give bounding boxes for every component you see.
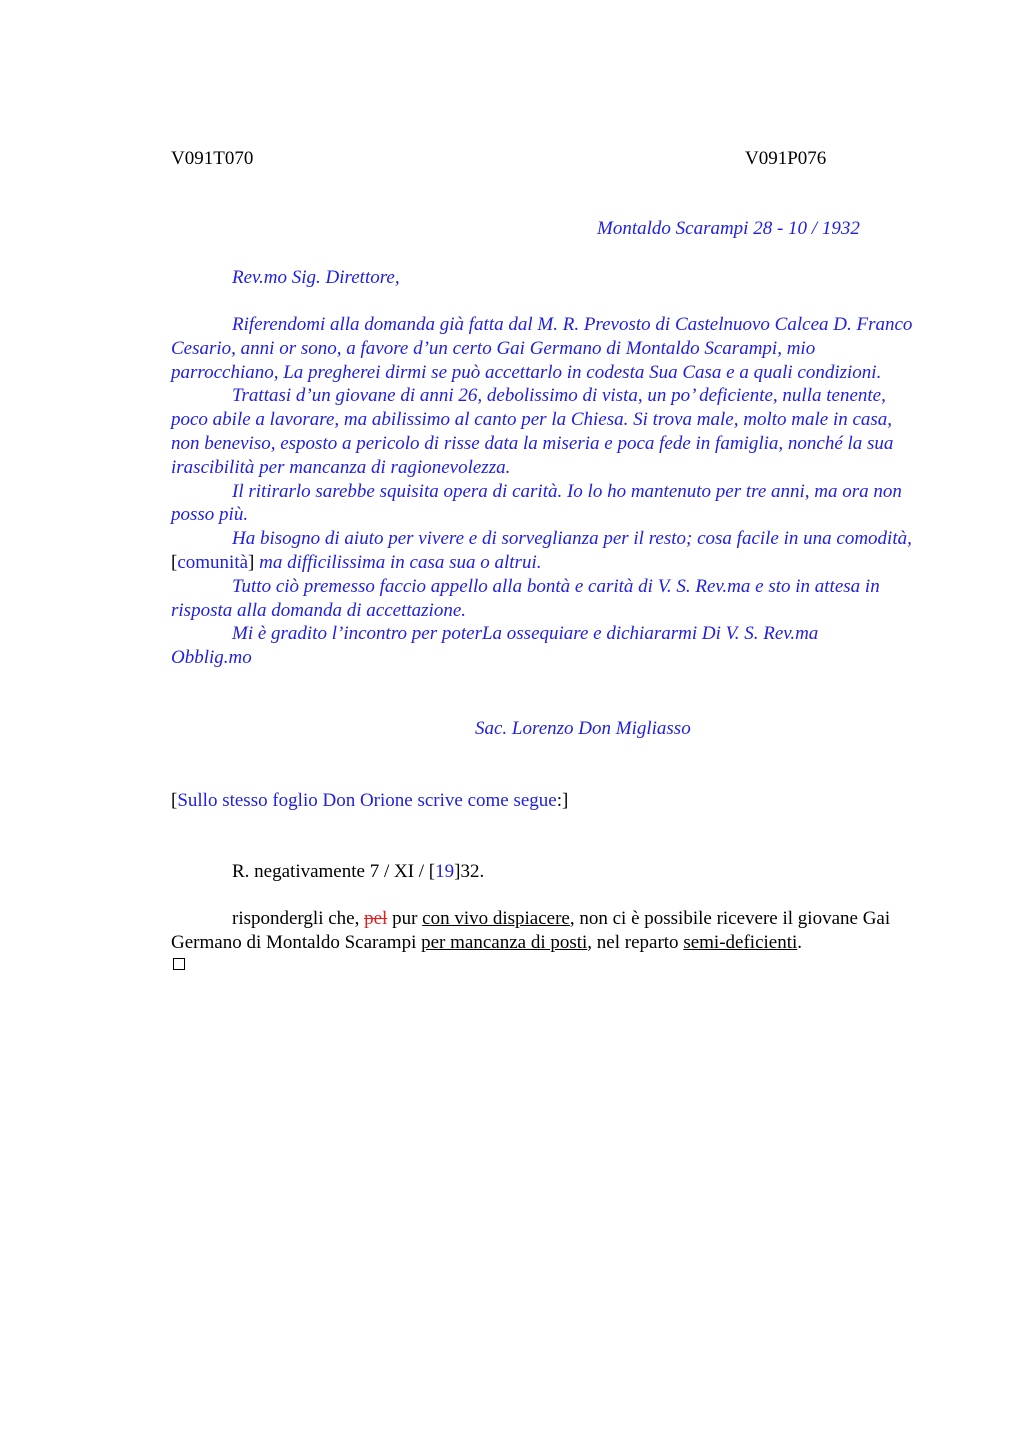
letter-paragraph-6: Mi è gradito l’incontro per poterLa ossequiare e dichiararmi Di V. S. Rev.ma <box>232 623 819 645</box>
letter-signature: Sac. Lorenzo Don Migliasso <box>475 718 691 739</box>
reply-date-suffix: ]32. <box>454 861 485 882</box>
reply-text-2: pur <box>387 908 423 929</box>
letter-closing: Obblig.mo <box>171 647 252 669</box>
letter-paragraph-4 <box>171 527 923 575</box>
letter-salutation: Rev.mo Sig. Direttore, <box>232 267 400 288</box>
editor-note <box>171 789 568 813</box>
reply-paragraph <box>171 907 923 955</box>
letter-dateline: Montaldo Scarampi 28 - 10 / 1932 <box>597 218 860 239</box>
reply-text-3: , non ci è possibile ricevere il giovane Gai Germano di Montaldo Scarampi <box>171 908 891 953</box>
letter-paragraph-1: Riferendomi alla domanda già fatta dal M. R. Prevosto di Castelnuovo Calcea D. Franco Cesario, anni or sono, a favore d’un certo Gai Germano di Montaldo Scarampi, mio parrocchiano, La pregherei dirmi se può accettarlo in codesta Sua Casa e a quali condizioni. <box>171 314 913 383</box>
letter-body <box>171 313 923 670</box>
letter-paragraph-2: Trattasi d’un giovane di anni 26, debolissimo di vista, un po’ deficiente, nulla tenente, poco abile a lavorare, ma abilissimo al canto per la Chiesa. Si trova male, molto male in casa, non beneviso, esposto a pericolo di risse data la miseria e poca fede in famiglia, nonché la sua irascibilità per mancanza di ragionevolezza. <box>171 385 894 478</box>
bracket-open: [ <box>171 551 178 573</box>
struck-word: pel <box>364 908 388 929</box>
bracket-close: ] <box>248 551 255 573</box>
editor-note-text: Sullo stesso foglio Don Orione scrive come segue <box>177 790 557 811</box>
letter-paragraph-3: Il ritirarlo sarebbe squisita opera di carità. Io lo ho mantenuto per tre anni, ma ora non posso più. <box>171 480 902 526</box>
underlined-phrase-2: per mancanza di posti <box>421 932 588 953</box>
reply-text-1: rispondergli che, <box>232 908 365 929</box>
underlined-phrase-1: con vivo dispiacere <box>422 908 570 929</box>
underlined-phrase-3: semi-deficienti <box>683 932 798 953</box>
reply-date-century: 19 <box>435 861 455 882</box>
reply-text-4: , nel reparto <box>587 932 684 953</box>
paragraph-4-before: Ha bisogno di aiuto per vivere e di sorveglianza per il resto; cosa facile in una comodità, <box>232 528 912 550</box>
reply-text-5: . <box>797 932 803 953</box>
paragraph-4-after: ma difficilissima in casa sua o altrui. <box>254 551 542 573</box>
letter-paragraph-5: Tutto ciò premesso faccio appello alla bontà e carità di V. S. Rev.ma e sto in attesa in risposta alla domanda di accettazione. <box>171 575 880 621</box>
reply-date <box>232 860 484 884</box>
editor-note-open: [ <box>171 790 178 811</box>
document-code-right: V091P076 <box>745 148 827 169</box>
reply-text <box>171 907 923 955</box>
end-box-icon <box>173 958 185 970</box>
editor-note-close: :] <box>556 790 569 811</box>
editor-correction: comunità <box>177 551 249 573</box>
reply-date-prefix: R. negativamente 7 / XI / [ <box>232 861 436 882</box>
document-code-left: V091T070 <box>171 148 254 169</box>
